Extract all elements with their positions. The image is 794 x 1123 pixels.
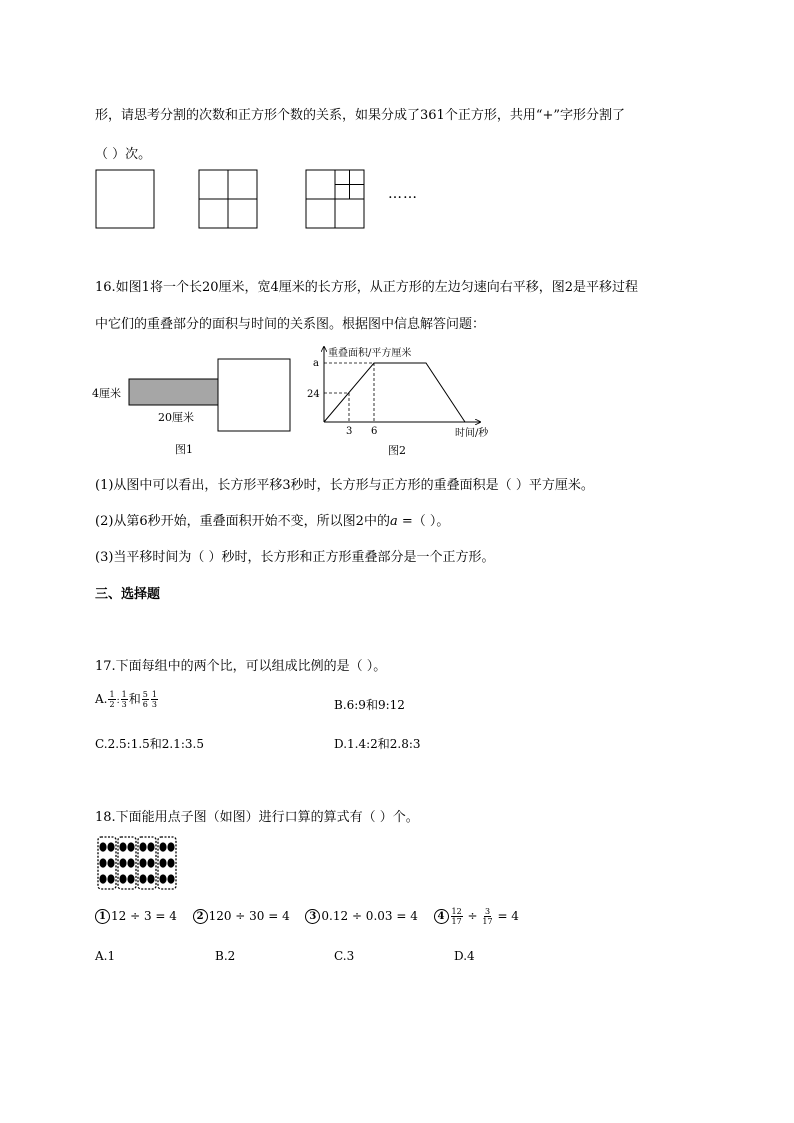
expression-1: 12 ÷ 3 = 4	[111, 909, 177, 923]
dot	[139, 874, 146, 883]
graph-line	[324, 363, 465, 422]
circled-number-1: 1	[95, 909, 110, 924]
fig2-caption: 图2	[388, 444, 406, 457]
dot	[167, 874, 174, 883]
fig2-xlabel: 时间/秒	[455, 428, 489, 439]
fig1-caption: 图1	[175, 443, 193, 456]
q15-text-line2: （ ）次。	[95, 147, 152, 162]
fraction: $\frac{1}{3}$	[121, 690, 127, 709]
q16-sub3: (3)当平移时间为（ ）秒时，长方形和正方形重叠部分是一个正方形。	[95, 550, 495, 565]
dot	[139, 858, 146, 867]
figure-1	[90, 355, 300, 460]
q16-sub2: (2)从第6秒开始，重叠面积开始不变，所以图2中的𝑎 =（ ）。	[95, 514, 450, 529]
fig1-length-label: 20厘米	[158, 411, 194, 424]
dot	[159, 842, 166, 851]
figure-2-area-time-graph	[300, 343, 500, 461]
dot	[159, 874, 166, 883]
dot	[147, 858, 154, 867]
rectangle-shape	[129, 379, 218, 405]
ellipsis-dots: ……	[388, 186, 418, 202]
q17-stem: 17.下面每组中的两个比，可以组成比例的是（ ）。	[95, 659, 387, 674]
dot	[167, 858, 174, 867]
circled-number-2: 2	[193, 909, 208, 924]
dot	[159, 858, 166, 867]
q18-option-c: C.3	[334, 949, 355, 963]
q17-option-d: D.1.4:2和2.8:3	[334, 737, 421, 751]
dot	[147, 874, 154, 883]
q17-option-b: B.6:9和9:12	[334, 698, 405, 712]
q17-option-a	[95, 690, 159, 709]
fig2-a-label: a	[313, 358, 319, 369]
q15-text-line1: 形，请思考分割的次数和正方形个数的关系，如果分成了361个正方形，共用“+”字形分割了	[95, 108, 625, 123]
fig2-3-label: 3	[346, 426, 353, 437]
fig2-6-label: 6	[371, 426, 378, 437]
fig1-width-label: 4厘米	[92, 387, 121, 400]
and-text: 和	[128, 692, 141, 706]
dot	[147, 842, 154, 851]
dot	[119, 858, 126, 867]
q16-sub1: (1)从图中可以看出，长方形平移3秒时，长方形与正方形的重叠面积是（ ）平方厘米。	[95, 478, 594, 493]
q18-stem: 18.下面能用点子图（如图）进行口算的算式有（ ）个。	[95, 810, 419, 825]
fig2-ylabel: 重叠面积/平方厘米	[328, 348, 412, 359]
dot	[127, 874, 134, 883]
circled-number-4: 4	[434, 909, 449, 924]
dot	[99, 842, 106, 851]
dot	[139, 842, 146, 851]
fraction: $\frac{5}{6}$	[142, 690, 148, 709]
colon: :	[116, 696, 120, 706]
q17-option-c: C.2.5:1.5和2.1:3.5	[95, 737, 204, 751]
section-3-title: 三、选择题	[95, 587, 161, 602]
q16-stem-line1: 16.如图1将一个长20厘米，宽4厘米的长方形，从正方形的左边匀速向右平移，图2是平移过程	[95, 280, 639, 295]
dot-diagram	[96, 835, 180, 891]
square-divided-4	[199, 170, 257, 228]
fraction: $\frac{1}{2}$	[109, 690, 115, 709]
q18-option-d: D.4	[454, 949, 475, 963]
fraction: $\frac{12}{17}$	[451, 907, 462, 926]
circled-number-3: 3	[305, 909, 320, 924]
dot	[119, 874, 126, 883]
dot	[107, 842, 114, 851]
square-shape	[218, 359, 290, 431]
dot	[107, 858, 114, 867]
dot	[127, 842, 134, 851]
fraction: $\frac{1}{3}$	[151, 690, 157, 709]
expression-2: 120 ÷ 30 = 4	[208, 909, 290, 923]
dot	[167, 842, 174, 851]
divide-sign: ÷	[467, 909, 478, 923]
dot	[107, 874, 114, 883]
q17-option-a-prefix: A.	[95, 692, 108, 706]
dot-groups	[98, 837, 176, 889]
expression-3: 0.12 ÷ 0.03 = 4	[321, 909, 418, 923]
q16-stem-line2: 中它们的重叠部分的面积与时间的关系图。根据图中信息解答问题：	[95, 317, 486, 332]
dot	[99, 858, 106, 867]
q18-expressions	[95, 907, 519, 926]
dot	[99, 874, 106, 883]
q18-option-a: A.1	[95, 949, 116, 963]
q18-option-b: B.2	[215, 949, 236, 963]
square-undivided	[96, 170, 154, 228]
square-divided-7	[306, 170, 364, 228]
equals-result: = 4	[497, 909, 519, 923]
fraction: $\frac{3}{17}$	[482, 907, 493, 926]
dot	[127, 858, 134, 867]
dot	[119, 842, 126, 851]
fig2-24-label: 24	[307, 389, 320, 400]
